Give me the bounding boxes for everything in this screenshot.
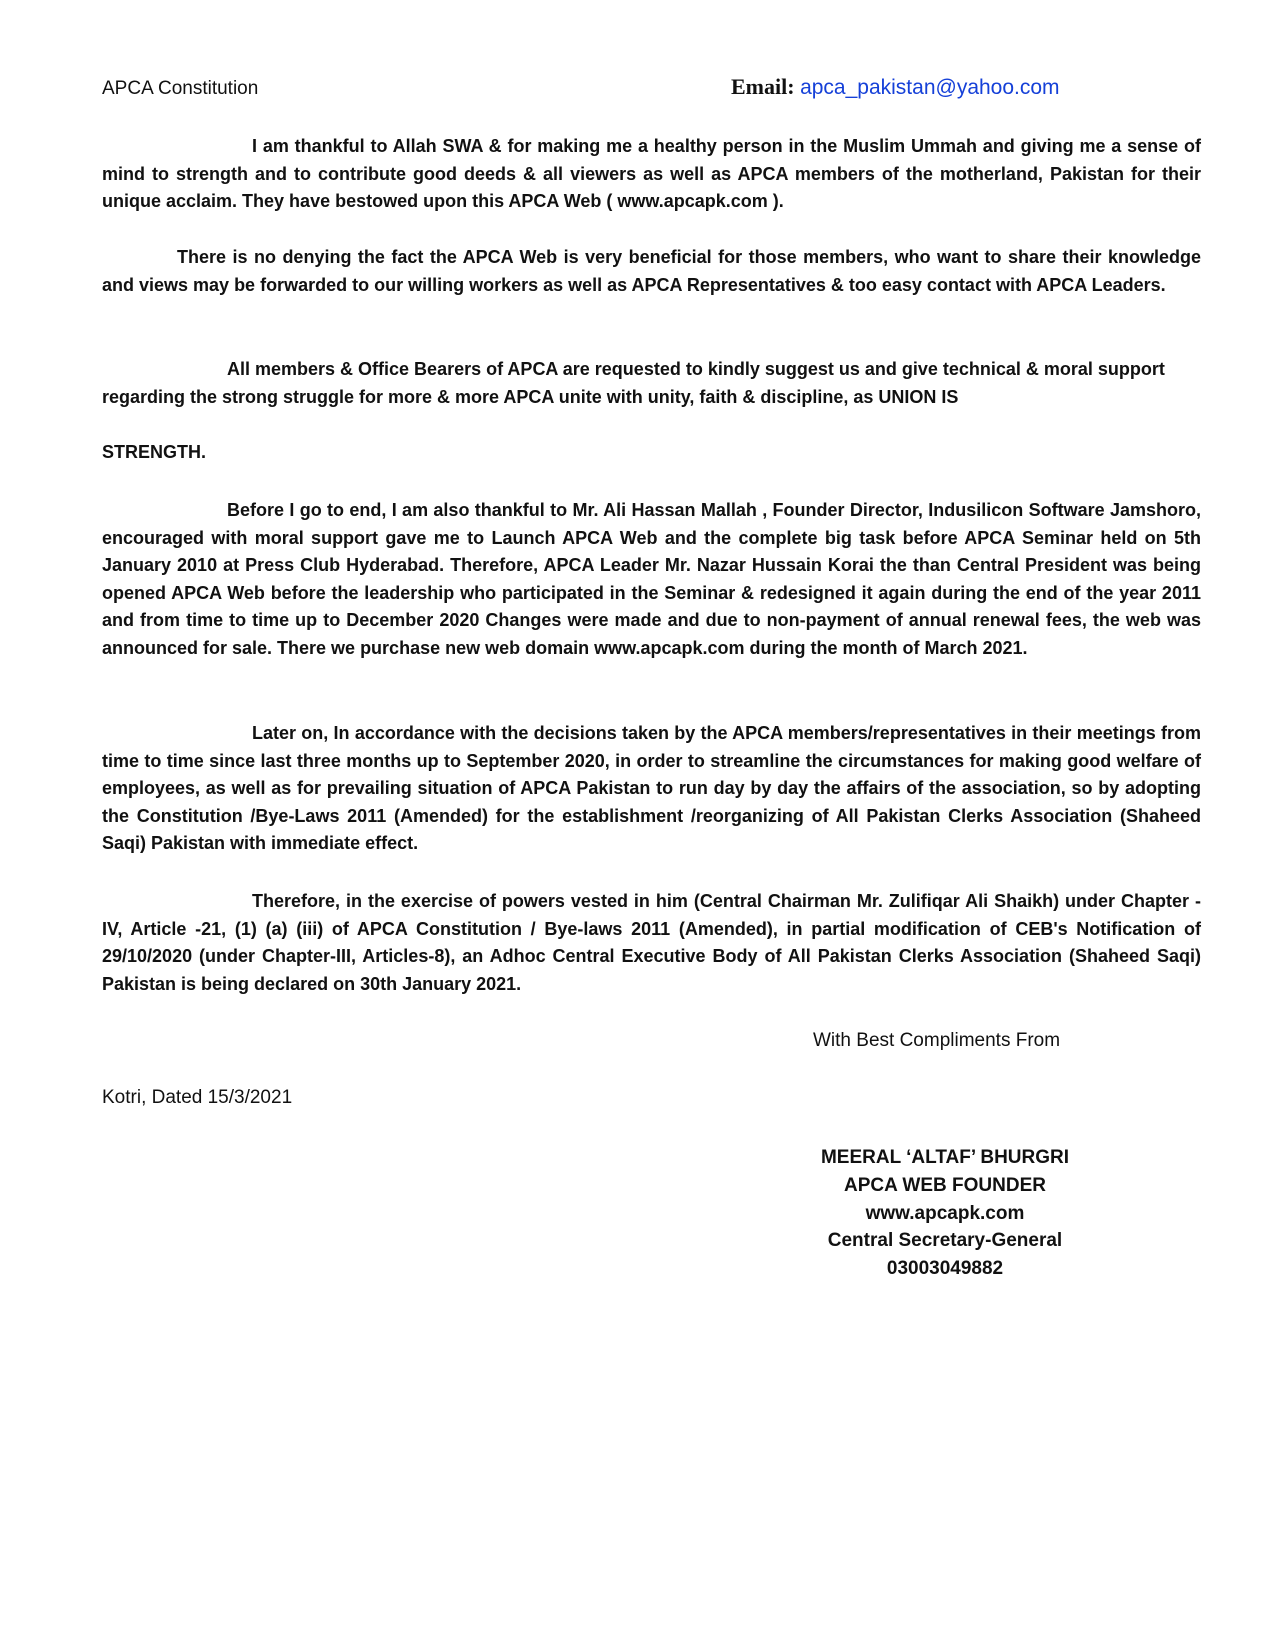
email-header [731,74,1060,100]
paragraph-request-support-tail: STRENGTH. [102,442,207,462]
signature-role: APCA WEB FOUNDER [844,1174,1046,1196]
paragraph-decisions: Later on, In accordance with the decisions taken by the APCA members/representatives in their meetings from time to time since last three months up to September 2020, in order to streamline the circumstances for making good welfare of employees, as well as for prevailing situation of APCA Pakistan to run day by day the affairs of the association, so by adopting the Constitution /Bye-Laws 2011 (Amended) for the establishment /reorganizing of All Pakistan Clerks Association (Shaheed Saqi) Pakistan with immediate effect. [102,723,1201,854]
email-link[interactable]: apca_pakistan@yahoo.com [800,76,1060,99]
closing-dated: Kotri, Dated 15/3/2021 [102,1087,293,1108]
signature-name: MEERAL ‘ALTAF’ BHURGRI [820,1147,1070,1168]
signature-position: Central Secretary-General [827,1230,1063,1252]
paragraph-thanks: I am thankful to Allah SWA & for making me a healthy person in the Muslim Ummah and giving me a sense of mind to strength and to contribute good deeds & all viewers as well as APCA members of the motherland, Pakistan for their unique acclaim. They have bestowed upon this APCA Web ( www.apcapk.com ). [102,136,1201,212]
paragraph-declaration: Therefore, in the exercise of powers vested in him (Central Chairman Mr. Zulifiqar Ali Shaikh) under Chapter -IV, Article -21, (1) (a) (iii) of APCA Constitution / Bye-laws 2011 (Amended), in partial modification of CEB's Notification of 29/10/2020 (under Chapter-III, Articles-8), an Adhoc Central Executive Body of All Pakistan Clerks Association (Shaheed Saqi) Pakistan is being declared on 30th January 2021. [102,891,1201,994]
email-label: Email: [731,74,795,99]
document-title: APCA Constitution [102,78,259,99]
closing-compliments: With Best Compliments From [813,1030,1061,1051]
signature-block [780,1144,1110,1283]
paragraph-acknowledgement: Before I go to end, I am also thankful to Mr. Ali Hassan Mallah , Founder Director, Indusilicon Software Jamshoro, encouraged with moral support gave me to Launch APCA Web and the complete big task before APCA Seminar held on 5th January 2010 at Press Club Hyderabad. Therefore, APCA Leader Mr. Nazar Hussain Korai the than Central President was being opened APCA Web before the leadership who participated in the Seminar & redesigned it again during the end of the year 2011 and from time to time up to December 2020 Changes were made and due to non-payment of annual renewal fees, the web was announced for sale. There we purchase new web domain www.apcapk.com during the month of March 2021. [102,500,1201,658]
paragraph-web-benefit: There is no denying the fact the APCA Web is very beneficial for those members, who want to share their knowledge and views may be forwarded to our willing workers as well as APCA Representatives & too easy contact with APCA Leaders. [102,247,1201,295]
signature-website: www.apcapk.com [865,1202,1025,1224]
signature-phone: 03003049882 [886,1258,1004,1280]
paragraph-request-support: All members & Office Bearers of APCA are requested to kindly suggest us and give technical & moral support regarding the strong struggle for more & more APCA unite with unity, faith & discipline, as UNION IS [102,359,1165,407]
